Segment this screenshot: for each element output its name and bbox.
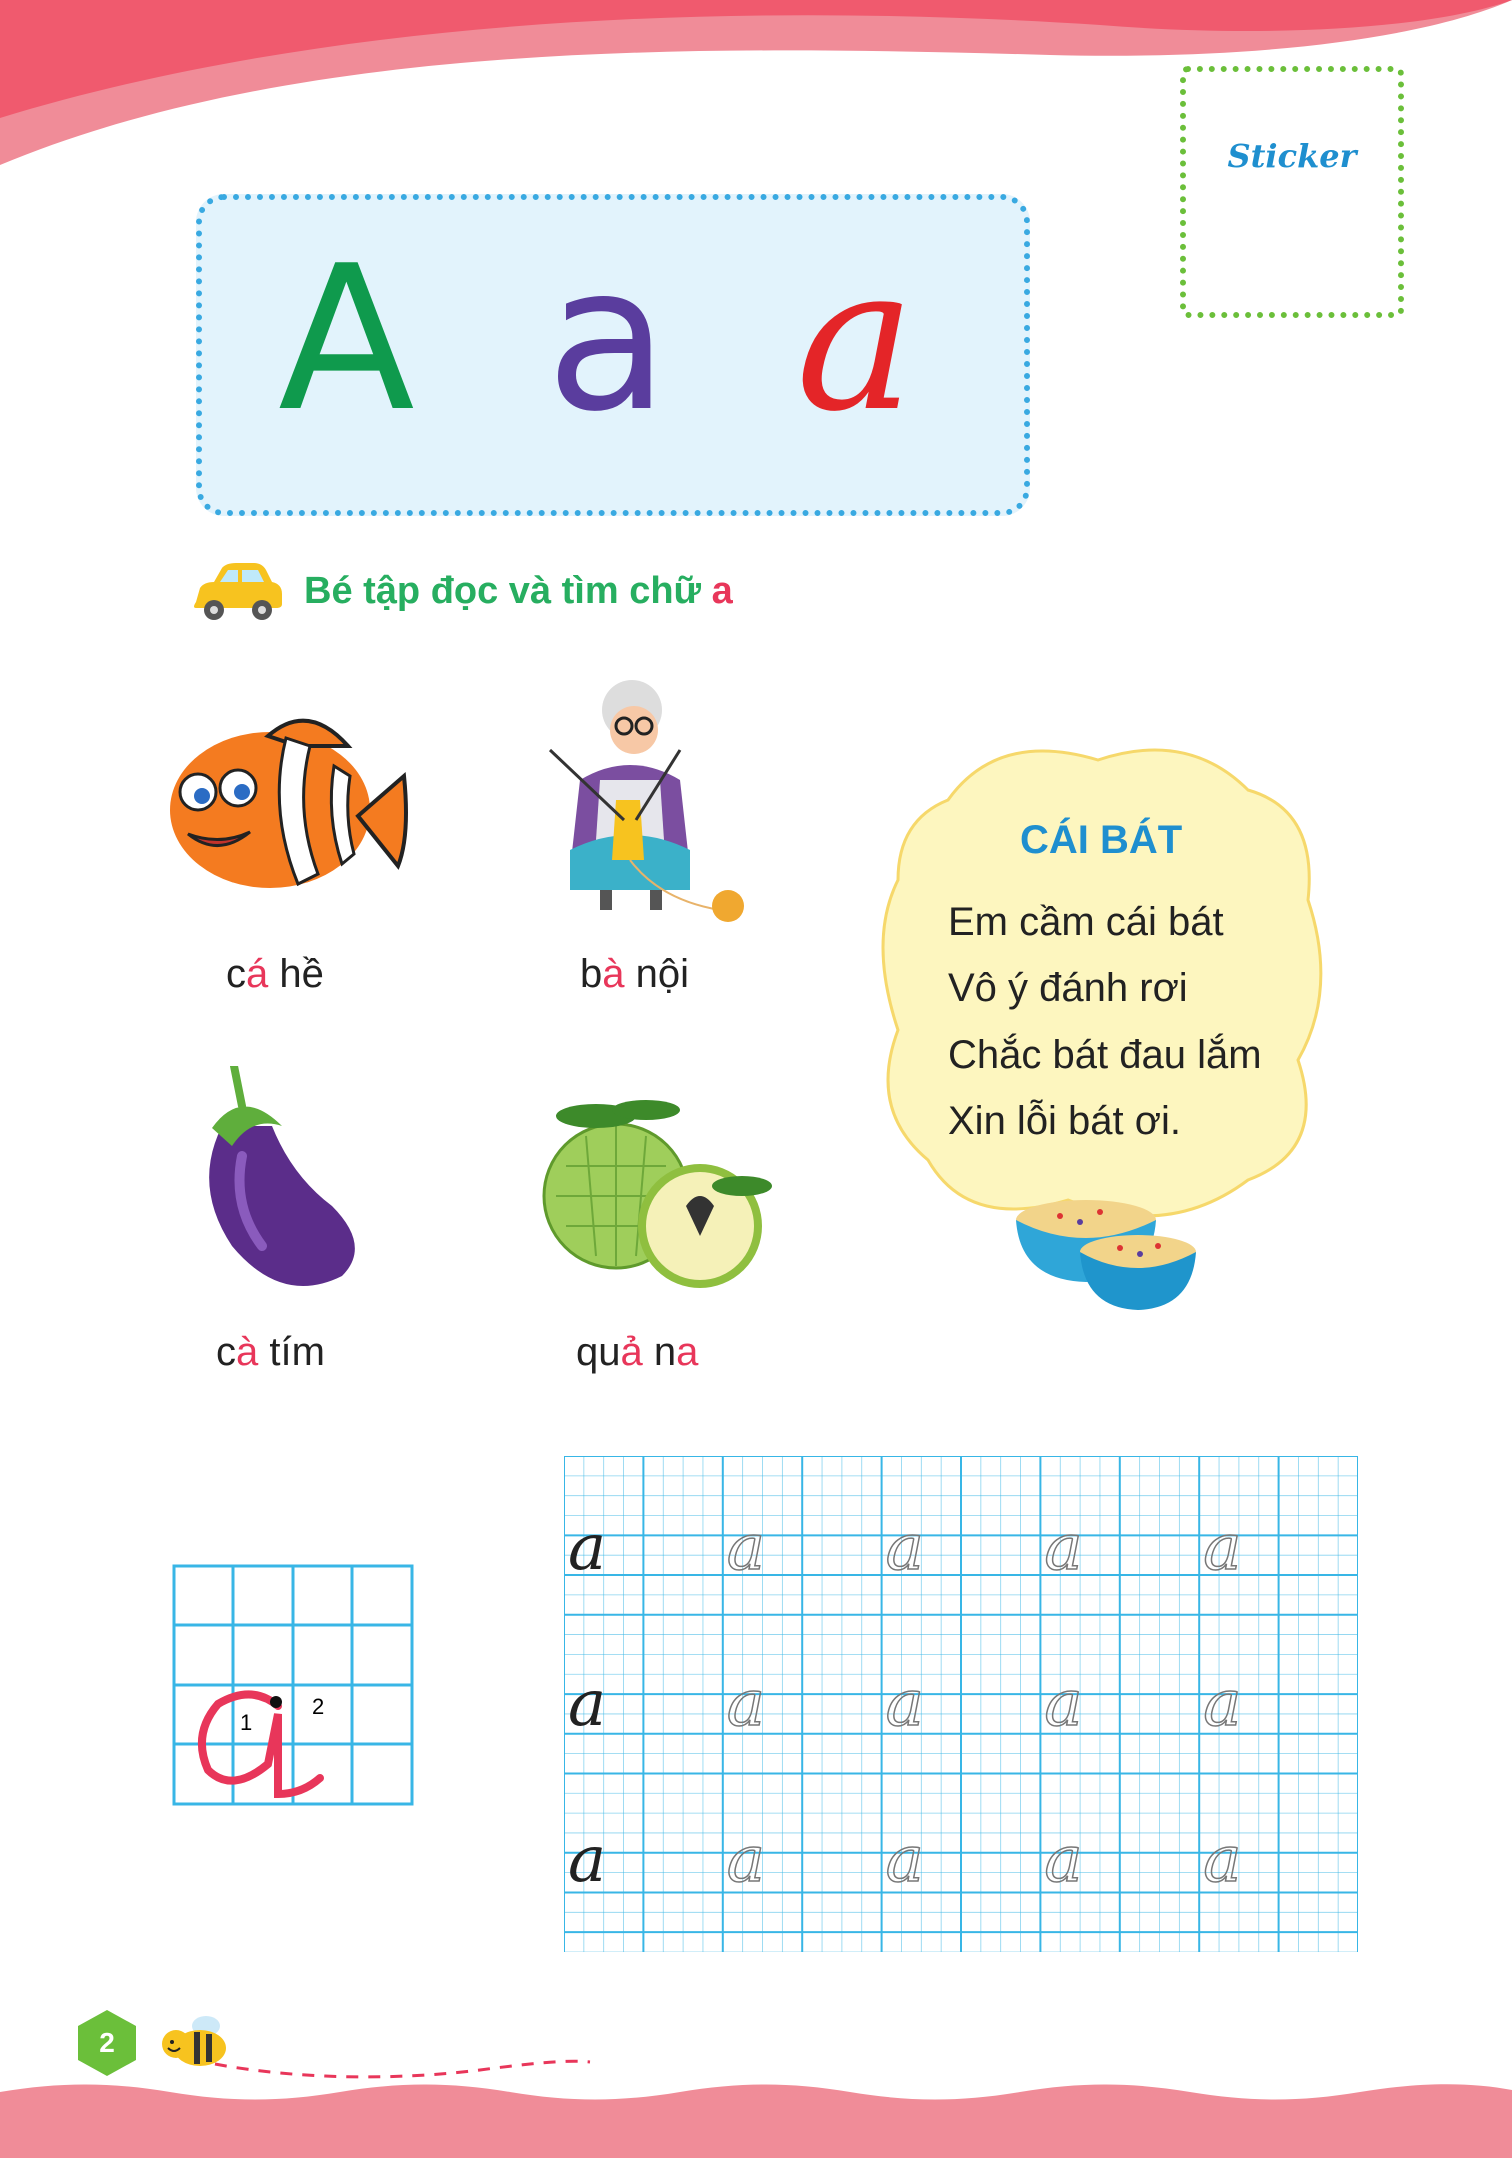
page-number-text: 2: [99, 2027, 115, 2058]
practice-letter-sample: a: [568, 1667, 607, 1741]
custard-apple-icon: [536, 1096, 772, 1296]
practice-letter-trace: a: [1044, 1667, 1083, 1741]
poem-line: Chắc bát đau lắm: [948, 1033, 1262, 1077]
word-highlight: a: [676, 1330, 699, 1374]
practice-grid[interactable]: [564, 1456, 1358, 1952]
poem-title: CÁI BÁT: [1020, 818, 1183, 862]
practice-letter-trace: a: [1203, 1823, 1242, 1897]
sticker-label: Sticker: [1227, 137, 1357, 175]
practice-letter-trace: a: [885, 1511, 924, 1585]
poem-line: Em cầm cái bát: [948, 900, 1224, 944]
word-highlight: á: [246, 952, 269, 996]
practice-letter-trace: a: [885, 1667, 924, 1741]
task-title-text: Bé tập đọc và tìm chữ: [304, 570, 712, 612]
practice-letter-trace: a: [726, 1511, 765, 1585]
letter-uppercase: A: [278, 223, 415, 456]
word-part: n: [642, 1330, 677, 1374]
car-icon: [186, 560, 286, 624]
word-highlight: ả: [620, 1330, 643, 1374]
letter-panel: [196, 194, 1030, 516]
poem-line: Xin lỗi bát ơi.: [948, 1099, 1182, 1143]
practice-letter-trace: a: [726, 1667, 765, 1741]
practice-letter-trace: a: [1203, 1511, 1242, 1585]
practice-letter-sample: a: [568, 1511, 607, 1585]
word-part: c: [216, 1330, 236, 1374]
word-part: hề: [268, 952, 324, 996]
word-part: c: [226, 952, 246, 996]
eggplant-icon: [172, 1066, 368, 1302]
practice-letter-sample: a: [568, 1823, 607, 1897]
grandmother-knitting-icon: [540, 670, 770, 930]
letter-lowercase-print: a: [546, 223, 669, 456]
practice-letter-trace: a: [1044, 1511, 1083, 1585]
practice-letter-trace: a: [1044, 1823, 1083, 1897]
stroke-step-2: 2: [312, 1694, 325, 1719]
word-ba-noi: [580, 952, 689, 997]
practice-letter-trace: a: [885, 1823, 924, 1897]
rice-bowls-icon: [1010, 1190, 1206, 1320]
word-highlight: à: [236, 1330, 259, 1374]
word-part: qu: [576, 1330, 621, 1374]
word-highlight: à: [602, 952, 625, 996]
word-ca-tim: [216, 1330, 325, 1375]
word-qua-na: [576, 1330, 698, 1375]
poem-line: Vô ý đánh rơi: [948, 966, 1188, 1010]
task-title: [304, 570, 733, 613]
letter-lowercase-cursive: a: [796, 223, 916, 456]
bee-icon: [160, 2012, 232, 2072]
word-part: tím: [258, 1330, 325, 1374]
task-title-letter: a: [711, 570, 733, 612]
word-ca-he: [226, 952, 324, 997]
stroke-guide: [172, 1564, 416, 1808]
clownfish-icon: [158, 706, 408, 912]
word-part: nội: [624, 952, 689, 996]
word-part: b: [580, 952, 603, 996]
page-number: [78, 2010, 136, 2076]
practice-letter-trace: a: [1203, 1667, 1242, 1741]
stroke-step-1: 1: [240, 1710, 253, 1735]
practice-letter-trace: a: [726, 1823, 765, 1897]
sticker-box: [1180, 66, 1404, 318]
